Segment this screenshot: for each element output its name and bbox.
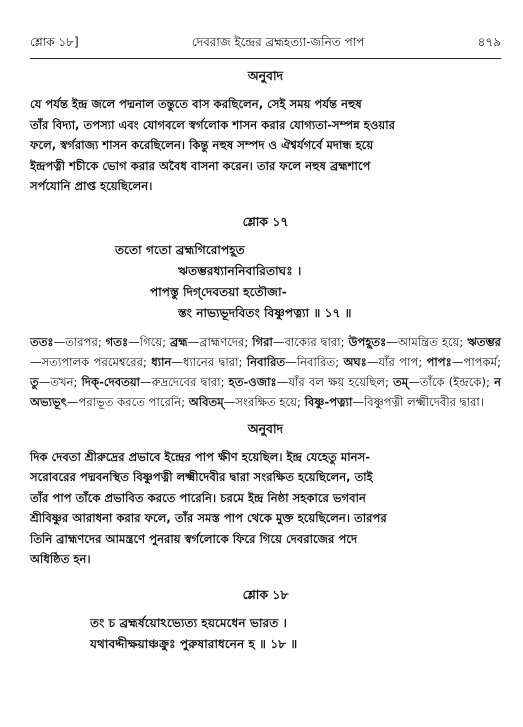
- synonym-meaning: —গিয়ে;: [128, 334, 170, 349]
- verse-17-line: পাপস্তু দিগ্‌দেবতয়া হতৌজা-: [150, 284, 287, 299]
- synonym-word: ধ্যান: [151, 354, 172, 369]
- translation-2-line: সরোবরের পদ্মবনস্থিত বিষ্ণুপত্নী লক্ষ্মীদেবীর দ্বারা সংরক্ষিত হয়েছিলেন, তাই: [30, 470, 373, 484]
- synonym-meaning: —বাক্যের দ্বারা;: [272, 334, 349, 349]
- synonym-meaning: —পরাভূত করতে পারেনি;: [66, 394, 189, 409]
- verse-18: [30, 613, 501, 655]
- synonym-word: ততঃ: [30, 334, 54, 349]
- running-header: [30, 34, 501, 54]
- translation-2-line: তাঁর পাপ তাঁকে প্রভাবিত করতে পারেনি। চরমে ইন্দ্র নিষ্ঠা সহকারে ভগবান: [30, 490, 366, 505]
- synonym-word: হত-ওজাঃ: [228, 374, 277, 389]
- synonym-meaning: —যাঁর বল ক্ষয় হয়েছিল;: [276, 374, 394, 389]
- translation-1: [30, 94, 501, 197]
- synonym-word: গতঃ: [105, 334, 129, 349]
- verse-18-line: তং চ ব্রহ্মর্ষয়োঽভ্যেত্য হয়মেধেন ভারত ।: [90, 615, 287, 630]
- verse-18-line: যথাবদ্দীক্ষয়াঞ্চক্রুঃ পুরুষারাধনেন হ ॥ ১৮ ॥: [90, 636, 298, 651]
- synonym-meaning: —নিবারিত;: [285, 354, 344, 369]
- page-number: ৪৭৯: [477, 35, 501, 49]
- header-verse-ref: শ্লোক ১৮]: [30, 35, 79, 49]
- synonym-meaning: —তখন;: [38, 374, 82, 389]
- verse-18-heading: শ্লোক ১৮: [242, 586, 289, 602]
- translation-2-line: শ্রীবিষ্ণুর আরাধনা করার ফলে, তাঁর সমস্ত পাপ থেকে মুক্ত হয়েছিলেন। তারপর: [30, 511, 387, 525]
- synonym-meaning: —বিষ্ণুপত্নী লক্ষ্মীদেবীর দ্বারা।: [352, 394, 484, 409]
- translation-2-line: তিনি ব্রাহ্মণদের আমন্ত্রণে পুনরায় স্বর্গলোকে ফিরে গিয়ে দেবরাজের পদে: [30, 531, 358, 546]
- translation-1-line: ফলে, স্বর্গরাজ্য শাসন করেছিলেন। কিন্তু নহুষ সম্পদ ও ঐশ্বর্যগর্বে মদান্ধ হয়ে: [30, 138, 374, 152]
- translation-heading-1: অনুবাদ: [247, 68, 284, 83]
- synonym-word: নিবারিত: [246, 354, 286, 369]
- synonym-word: উপহূতঃ: [348, 334, 387, 349]
- synonym-word: তু: [30, 374, 39, 389]
- translation-2: [30, 447, 501, 570]
- synonym-meaning: —তারপর;: [53, 334, 106, 349]
- translation-1-line: তাঁর বিদ্যা, তপস্যা এবং যোগবলে স্বর্গলোক শাসন করার যোগ্যতা-সম্পন্ন হওয়ার: [30, 117, 395, 132]
- verse-17-heading: শ্লোক ১৭: [242, 213, 289, 229]
- verse-17-line: ঋতম্ভরধ্যাননিবারিতাঘঃ ।: [178, 263, 302, 278]
- synonym-meaning: —আমন্ত্রিত হয়ে;: [386, 334, 468, 349]
- synonym-word: ব্রহ্ম: [169, 334, 188, 349]
- translation-2-line: দিক দেবতা শ্রীরুদ্রের প্রভাবে ইন্দ্রের পাপ ক্ষীণ হয়েছিল। ইন্দ্র যেহেতু মানস-: [30, 449, 371, 464]
- synonym-meaning: —তাঁকে (ইন্দ্রকে);: [408, 374, 495, 389]
- synonym-meaning: —যাঁর পাপ;: [366, 354, 427, 369]
- synonym-meaning: —ব্রাহ্মণদের;: [187, 334, 253, 349]
- synonym-meaning: —সংরক্ষিত হয়ে;: [223, 394, 305, 409]
- translation-heading-2: অনুবাদ: [247, 420, 284, 436]
- synonym-word: দিক্‌-দেবতয়া: [81, 374, 141, 389]
- synonyms-paragraph: [30, 332, 501, 412]
- synonym-word: অঘঃ: [343, 354, 367, 369]
- synonym-meaning: —রুদ্রদেবের দ্বারা;: [140, 374, 229, 389]
- translation-2-line: অধিষ্ঠিত হন।: [30, 552, 91, 566]
- synonym-word: ঋতম্ভর: [467, 334, 502, 349]
- synonym-word: বিষ্ণু-পত্ন্যা: [304, 394, 353, 409]
- synonym-word: তম্: [393, 374, 409, 389]
- verse-17-line: স্তং নাভ্যভূদবিতং বিষ্ণুপত্ন্যা ॥ ১৭ ॥: [178, 305, 352, 320]
- synonym-meaning: —পাপকর্ম;: [451, 354, 502, 369]
- synonym-word: গিরা: [252, 334, 273, 349]
- translation-1-line: ইন্দ্রপত্নী শচীকে ভোগ করার অবৈধ বাসনা করেন। তার ফলে নহুষ ব্রহ্মশাপে: [30, 158, 371, 173]
- translation-1-line: যে পর্যন্ত ইন্দ্র জলে পদ্মনাল তন্তুতে বাস করছিলেন, সেই সময় পর্যন্ত নহুষ: [30, 97, 362, 111]
- synonym-word: পাপঃ: [426, 354, 452, 369]
- synonym-meaning: —সত্যপালক পরমেশ্বরের;: [30, 354, 152, 369]
- synonym-word: ন অভ্যভূৎ: [30, 374, 501, 409]
- synonym-meaning: —ধ্যানের দ্বারা;: [171, 354, 247, 369]
- translation-1-line: সর্পযোনি প্রাপ্ত হয়েছিলেন।: [30, 179, 153, 193]
- verse-17: [30, 240, 501, 324]
- verse-17-line: ততো গতো ব্রহ্মগিরোপহূত: [115, 242, 245, 257]
- header-chapter-title: দেবরাজ ইন্দ্রের ব্রহ্মহত্যা-জনিত পাপ: [191, 35, 365, 49]
- synonym-word: অবিতম্: [188, 394, 224, 409]
- header-rule: [30, 58, 501, 59]
